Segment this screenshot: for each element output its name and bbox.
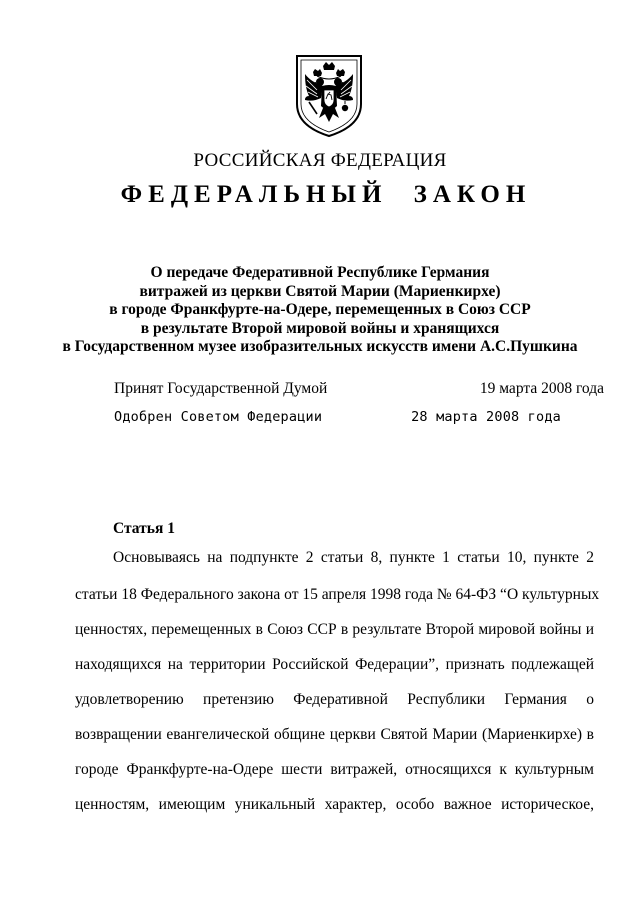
coat-of-arms-emblem — [293, 52, 365, 138]
council-approval-row — [114, 409, 604, 425]
country-heading: РОССИЙСКАЯ ФЕДЕРАЦИЯ — [193, 150, 447, 171]
article-heading: Статья 1 — [113, 520, 175, 537]
law-title — [0, 264, 640, 357]
council-approval-label: Одобрен Советом Федерации — [114, 409, 323, 425]
article-text-line: возвращении евангелической общине церкви Святой Марии (Мариенкирхе) в — [75, 726, 594, 743]
article-text-line: статьи 18 Федерального закона от 15 апреля 1998 года № 64-ФЗ “О культурных — [75, 586, 600, 603]
law-title-line: витражей из церкви Святой Марии (Мариенкирхе) — [139, 282, 501, 300]
duma-adoption-label: Принят Государственной Думой — [114, 380, 328, 397]
article-text-line: городе Франкфурте-на-Одере шести витражей, относящихся к культурным — [75, 761, 594, 778]
duma-adoption-date: 19 марта 2008 года — [479, 380, 604, 397]
law-title-line: в Государственном музее изобразительных искусств имени А.С.Пушкина — [62, 338, 578, 355]
article-text-line: ценностях, перемещенных в Союз ССР в результате Второй мировой войны и — [75, 621, 594, 638]
article-text-line: ценностям, имеющим уникальный характер, особо важное историческое, — [75, 796, 594, 813]
document-type-heading: ФЕДЕРАЛЬНЫЙ ЗАКОН — [120, 181, 532, 208]
law-title-line: О передаче Федеративной Республике Германия — [150, 264, 490, 281]
article-text-line: удовлетворению претензию Федеративной Республики Германия о — [75, 691, 594, 708]
law-title-line: в результате Второй мировой войны и хранящихся — [140, 319, 500, 337]
article-text-line: Основываясь на подпункте 2 статьи 8, пункте 1 статьи 10, пункте 2 — [113, 549, 594, 566]
article-text-line: находящихся на территории Российской Федерации”, признать подлежащей — [75, 656, 594, 673]
law-title-line: в городе Франкфурте-на-Одере, перемещенных в Союз ССР — [109, 301, 531, 318]
duma-adoption-row — [114, 380, 604, 398]
council-approval-date: 28 марта 2008 года — [411, 409, 561, 425]
